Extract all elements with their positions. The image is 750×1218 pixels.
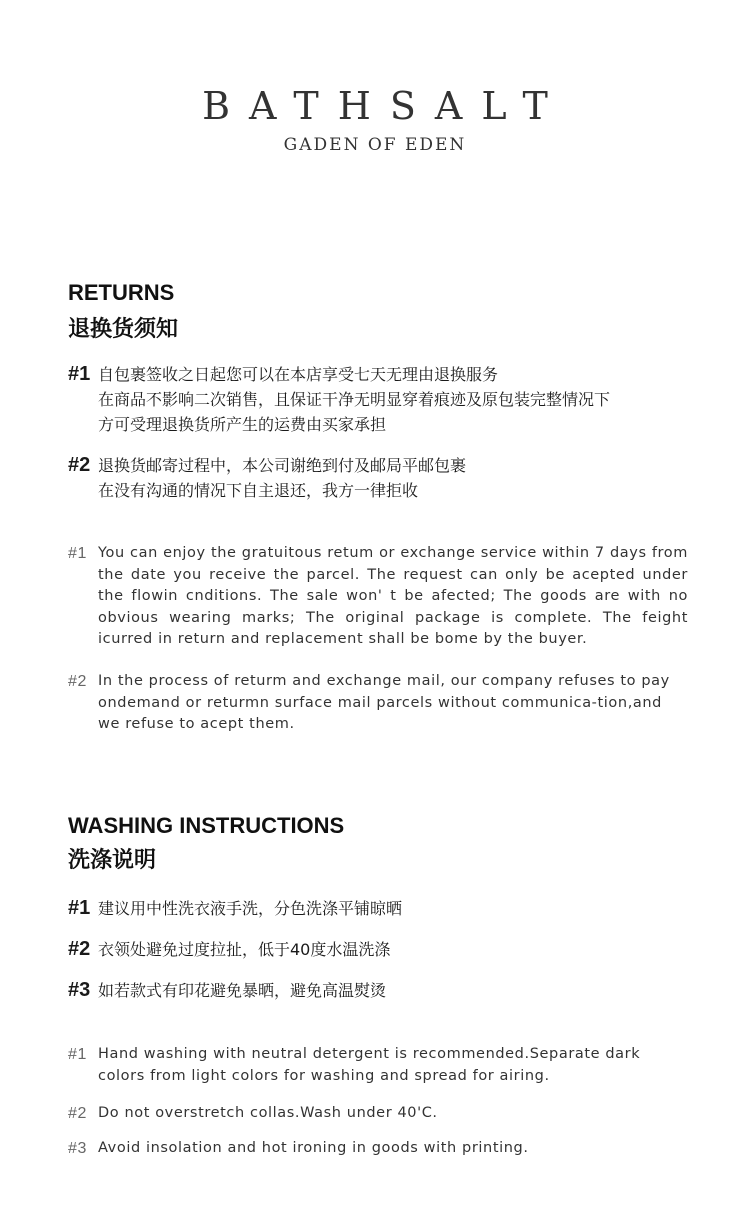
- item-number: #2: [68, 673, 87, 690]
- item-line: 如若款式有印花避免暴晒，避免高温熨烫: [98, 981, 387, 1000]
- item-number: #1: [68, 1046, 87, 1063]
- returns-en-item-2: [68, 671, 688, 736]
- item-line: 在商品不影响二次销售，且保证干净无明显穿着痕迹及原包装完整情况下: [98, 390, 611, 409]
- washing-en-item-1: [68, 1044, 688, 1087]
- washing-title-cn: 洗涤说明: [68, 848, 157, 873]
- washing-en-item-2: [68, 1103, 688, 1125]
- item-number: #2: [68, 1105, 87, 1122]
- item-line: 在没有沟通的情况下自主退还，我方一律拒收: [98, 481, 419, 500]
- item-line: 退换货邮寄过程中，本公司谢绝到付及邮局平邮包裹: [98, 456, 467, 475]
- item-number: #1: [68, 363, 91, 385]
- item-text: Hand washing with neutral detergent is recommended.Separate dark colors from light colors for washing and spread for airing.: [98, 1046, 641, 1084]
- item-text: Do not overstretch collas.Wash under 40'C.: [98, 1105, 438, 1121]
- item-text: Avoid insolation and hot ironing in goods with printing.: [98, 1140, 529, 1156]
- item-line: 衣领处避免过度拉扯，低于40度水温洗涤: [98, 940, 391, 959]
- brand-tagline: GADEN OF EDEN: [283, 135, 467, 155]
- returns-cn-item-1: [68, 362, 708, 437]
- returns-title-en: RETURNS: [68, 280, 175, 305]
- brand-logo: BATHSALT: [202, 84, 567, 128]
- returns-en-item-1: [68, 543, 688, 651]
- item-number: #1: [68, 545, 87, 562]
- item-number: #2: [68, 454, 91, 476]
- washing-cn-item-2: [68, 937, 708, 962]
- returns-cn-item-2: [68, 453, 708, 503]
- item-line: 建议用中性洗衣液手洗，分色洗涤平铺晾晒: [98, 899, 403, 918]
- washing-cn-item-3: [68, 978, 708, 1003]
- returns-title-cn: 退换货须知: [68, 317, 179, 342]
- item-number: #2: [68, 938, 91, 960]
- item-line: 方可受理退换货所产生的运费由买家承担: [98, 415, 387, 434]
- item-number: #3: [68, 1140, 87, 1157]
- washing-cn-item-1: [68, 896, 708, 921]
- item-line: 自包裹签收之日起您可以在本店享受七天无理由退换服务: [98, 365, 499, 384]
- item-number: #1: [68, 897, 91, 919]
- item-number: #3: [68, 979, 91, 1001]
- washing-en-item-3: [68, 1138, 688, 1160]
- item-text: You can enjoy the gratuitous retum or exchange service within 7 days from the date you receive the parcel. The request can only be acepted under the flowin cnditions. The sale won' t be afected; The goods are with no obvious wearing marks; The original package is complete. The feight icurred in return and replacement shall be bome by the buyer.: [98, 545, 688, 647]
- item-text: In the process of returm and exchange mail, our company refuses to pay ondemand or returmn surface mail parcels without communica-tion,and we refuse to acept them.: [98, 673, 670, 732]
- washing-title-en: WASHING INSTRUCTIONS: [68, 813, 345, 838]
